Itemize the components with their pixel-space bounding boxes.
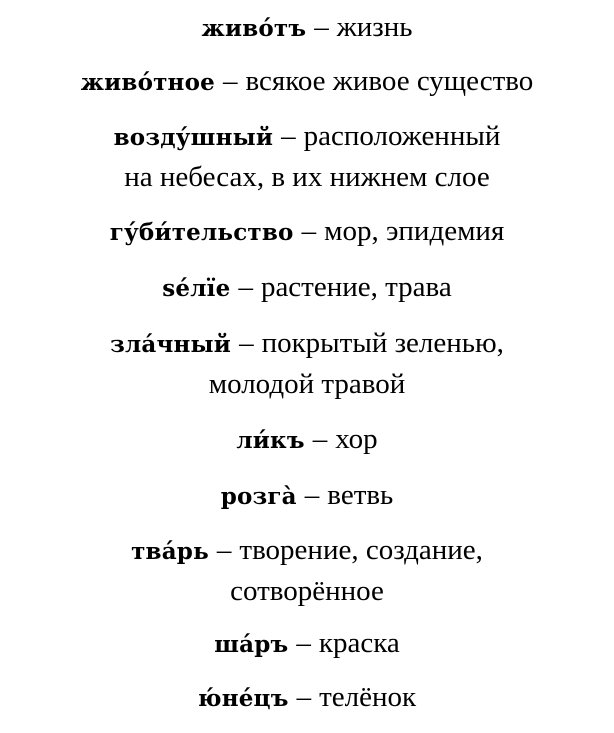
entry-dash: – [239, 327, 254, 359]
entry-definition: краска [318, 627, 400, 659]
entry-gubitelstvo [0, 214, 614, 261]
entry-term: тва́рь [131, 538, 209, 565]
entry-definition: жизнь [336, 11, 413, 43]
entry-zelie [0, 270, 614, 317]
entry-line [0, 680, 614, 727]
entry-line [0, 214, 614, 261]
entry-dash: – [216, 534, 232, 566]
entry-definition: покрытый зеленью, [261, 327, 504, 359]
entry-definition: мор, эпидемия [324, 215, 505, 247]
entry-dash: – [296, 627, 311, 659]
entry-definition: творение, создание, [239, 534, 483, 566]
entry-dash: – [296, 681, 312, 713]
entry-definition: всякое живое существо [245, 65, 534, 97]
entry-definition: расположенный [303, 120, 501, 152]
entry-line [0, 119, 614, 166]
entry-dash: – [304, 479, 320, 511]
entry-definition: ветвь [327, 479, 394, 511]
entry-line [0, 64, 614, 111]
entry-line [0, 422, 614, 469]
entry-dash: – [312, 423, 328, 455]
entry-term: зла́чный [110, 331, 232, 358]
entry-lik [0, 422, 614, 469]
entry-definition: телёнок [319, 681, 417, 713]
entry-definition-continued: на небесах, в их нижнем слое [124, 161, 490, 193]
entry-term: розга̀ [220, 483, 297, 510]
entry-term: ша́ръ [214, 631, 289, 658]
entry-vozdushny [0, 119, 614, 207]
entry-dash: – [314, 11, 329, 43]
entry-line [0, 326, 614, 373]
entry-definition-continued: молодой травой [208, 368, 406, 400]
entry-rozga [0, 478, 614, 525]
entry-definition-continued: сотворённое [230, 575, 384, 607]
entry-dash: – [238, 271, 253, 303]
entry-line [0, 626, 614, 673]
entry-term: ли́къ [236, 427, 305, 454]
entry-term: ѕе́лїе [162, 275, 231, 302]
entry-dash: – [281, 120, 296, 152]
entry-definition: хор [335, 423, 378, 455]
entry-line [0, 270, 614, 317]
entry-tvar [0, 533, 614, 621]
entry-term: живо́тное [80, 69, 215, 96]
entry-definition: растение, трава [260, 271, 452, 303]
entry-zhivot [0, 10, 614, 57]
entry-line [0, 478, 614, 525]
entry-zhivotnoe [0, 64, 614, 111]
entry-shar [0, 626, 614, 673]
entry-term: гу́би́тельство [109, 219, 294, 246]
entry-line [0, 10, 614, 57]
entry-term: ю́не́цъ [197, 685, 289, 712]
entry-dash: – [301, 215, 317, 247]
entry-dash: – [222, 65, 238, 97]
entry-term: возду́шный [113, 124, 274, 151]
entry-zlachny [0, 326, 614, 414]
entry-yunets [0, 680, 614, 727]
entry-term: живо́тъ [201, 15, 307, 42]
entry-line [0, 533, 614, 580]
